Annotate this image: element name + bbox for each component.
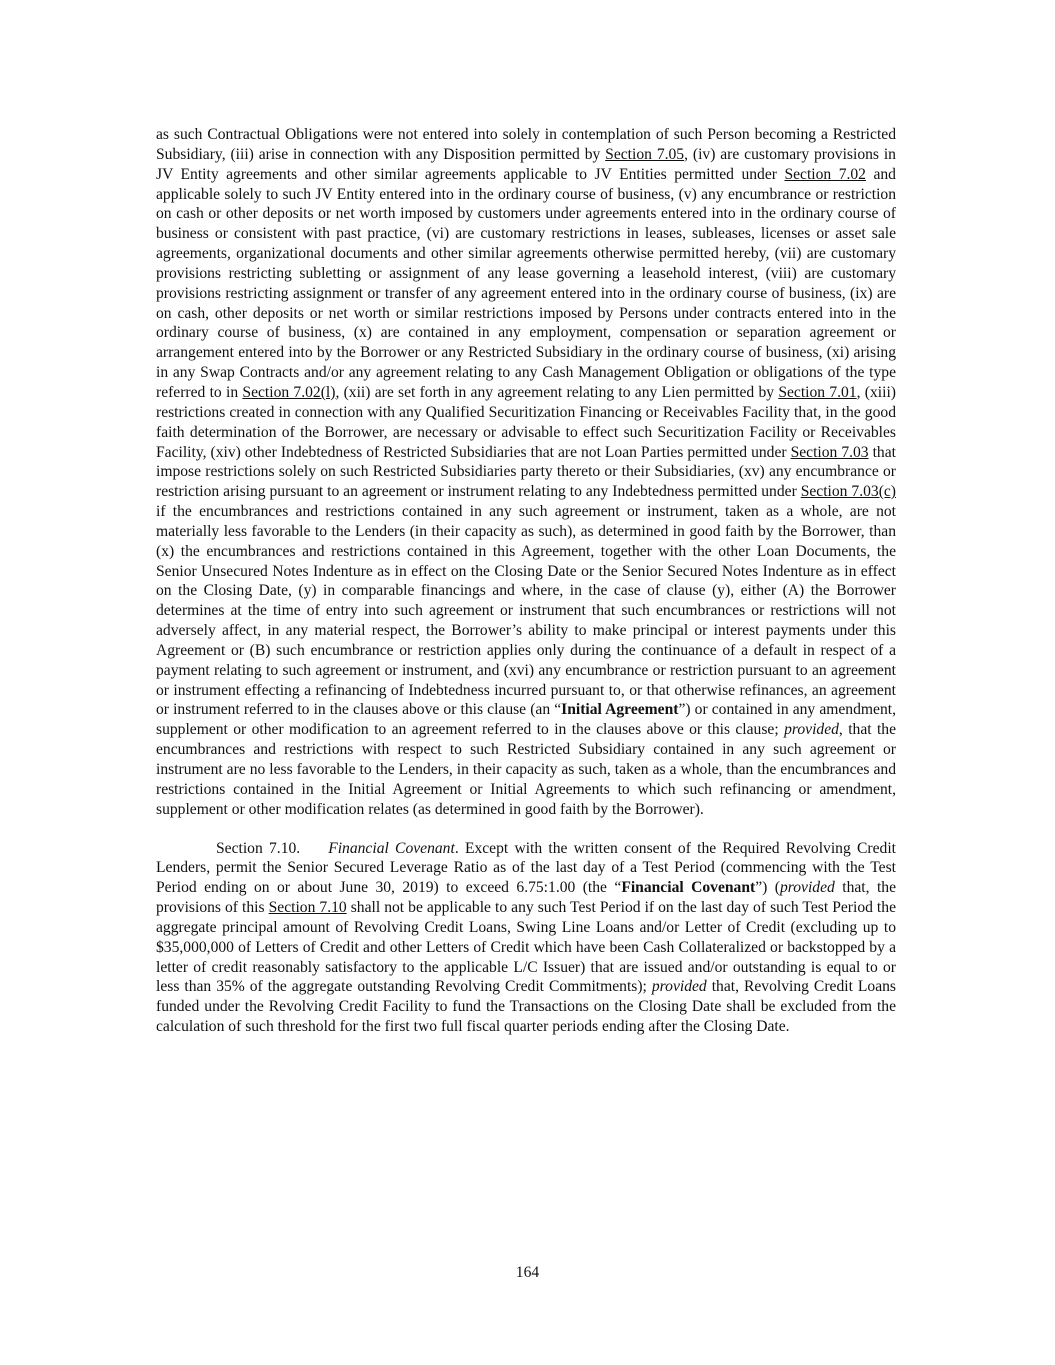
defined-term: Financial Covenant	[621, 879, 756, 897]
section-heading: Financial Covenant	[328, 839, 455, 857]
proviso-term: provided	[651, 978, 707, 996]
section-reference: Section 7.03(c)	[800, 483, 896, 501]
restrictions-paragraph: as such Contractual Obligations were not entered into solely in contemplation of such Person becoming a Restricted Subsidiary, (iii) arise in connection with any Disposition permitted by Section 7.05, (iv) are customary provisions in JV Entity agreements and other similar agreements applicable to JV Entities permitted under Section 7.02 and applicable solely to such JV Entity entered into in the ordinary course of business, (v) any encumbrance or restriction on cash or other deposits or net worth imposed by customers under agreements entered into in the ordinary course of business or consistent with past practice, (vi) are customary restrictions in leases, subleases, licenses or asset sale agreements, organizational documents and other similar agreements otherwise permitted hereby, (vii) are customary provisions restricting subletting or assignment of any lease governing a leasehold interest, (viii) are customary provisions restricting assignment or transfer of any agreement entered into in the ordinary course of business, (ix) are on cash, other deposits or net worth or similar restrictions imposed by Persons under contracts entered into in the ordinary course of business, (x) are contained in any employment, compensation or separation agreement or arrangement entered into by the Borrower or any Restricted Subsidiary in the ordinary course of business, (xi) arising in any Swap Contracts and/or any agreement relating to any Cash Management Obligation or obligations of the type referred to in Section 7.02(l), (xii) are set forth in any agreement relating to any Lien permitted by Section 7.01, (xiii) restrictions created in connection with any Qualified Securitization Financing or Receivables Facility that, in the good faith determination of the Borrower, are necessary or advisable to effect such Securitization Facility or Receivables Facility, (xiv) other Indebtedness of Restricted Subsidiaries that are not Loan Parties permitted under Section 7.03 that impose restrictions solely on such Restricted Subsidiaries party thereto or their Subsidiaries, (xv) any encumbrance or restriction arising pursuant to an agreement or instrument relating to any Indebtedness permitted under Section 7.03(c) if the encumbrances and restrictions contained in any such agreement or instrument, taken as a whole, are not materially less favorable to the Lenders (in their capacity as such), as determined in good faith by the Borrower, than (x) the encumbrances and restrictions contained in this Agreement, together with the other Loan Documents, the Senior Unsecured Notes Indenture as in effect on the Closing Date or the Senior Secured Notes Indenture as in effect on the Closing Date, (y) in comparable financings and where, in the case of clause (y), either (A) the Borrower determines at the time of entry into such agreement or instrument that such encumbrances or restrictions will not adversely affect, in any material respect, the Borrower’s ability to make principal or interest payments under this Agreement or (B) such encumbrance or restriction applies only during the continuance of a default in respect of a payment relating to such agreement or instrument, and (xvi) any encumbrance or restriction pursuant to an agreement or instrument effecting a refinancing of Indebtedness incurred pursuant to, or that otherwise refinances, an agreement or instrument referred to in the clauses above or this clause (an “Initial Agreement”) or contained in any amendment, supplement or other modification to an agreement referred to in the clauses above or this clause; provided, that the encumbrances and restrictions with respect to such Restricted Subsidiary contained in any such agreement or instrument are no less favorable to the Lenders, in their capacity as such, taken as a whole, than the encumbrances and restrictions contained in the Initial Agreement or Initial Agreements to which such refinancing or amendment, supplement or other modification relates (as determined in good faith by the Borrower).	[156, 126, 896, 818]
defined-term: Initial Agreement	[561, 701, 679, 719]
section-reference: Section 7.02	[784, 165, 866, 183]
proviso-term: provided	[779, 879, 835, 897]
section-7-10-paragraph: Section 7.10. Financial Covenant. Except with the written consent of the Required Revolving Credit Lenders, permit the Senior Secured Leverage Ratio as of the last day of a Test Period (commencing with the Test Period ending on or about June 30, 2019) to exceed 6.75:1.00 (the “Financial Covenant”) (provided that, the provisions of this Section 7.10 shall not be applicable to any such Test Period if on the last day of such Test Period the aggregate principal amount of Revolving Credit Loans, Swing Line Loans and/or Letter of Credit (excluding up to $35,000,000 of Letters of Credit and other Letters of Credit which have been Cash Collateralized or backstopped by a letter of credit reasonably satisfactory to the applicable L/C Issuer) that are issued and/or outstanding is equal to or less than 35% of the aggregate outstanding Revolving Credit Commitments); provided that, Revolving Credit Loans funded under the Revolving Credit Facility to fund the Transactions on the Closing Date shall be excluded from the calculation of such threshold for the first two full fiscal quarter periods ending after the Closing Date.	[156, 839, 896, 1036]
section-reference: Section 7.01	[778, 383, 857, 401]
section-reference: Section 7.10	[268, 899, 347, 917]
section-reference: Section 7.02(l)	[242, 383, 336, 401]
section-reference: Section 7.05	[605, 145, 685, 163]
proviso-term: provided	[784, 721, 839, 739]
section-reference: Section 7.03	[790, 443, 869, 461]
page-number: 164	[515, 1264, 540, 1281]
document-body	[156, 125, 896, 1037]
section-number: Section 7.10.	[216, 839, 301, 857]
